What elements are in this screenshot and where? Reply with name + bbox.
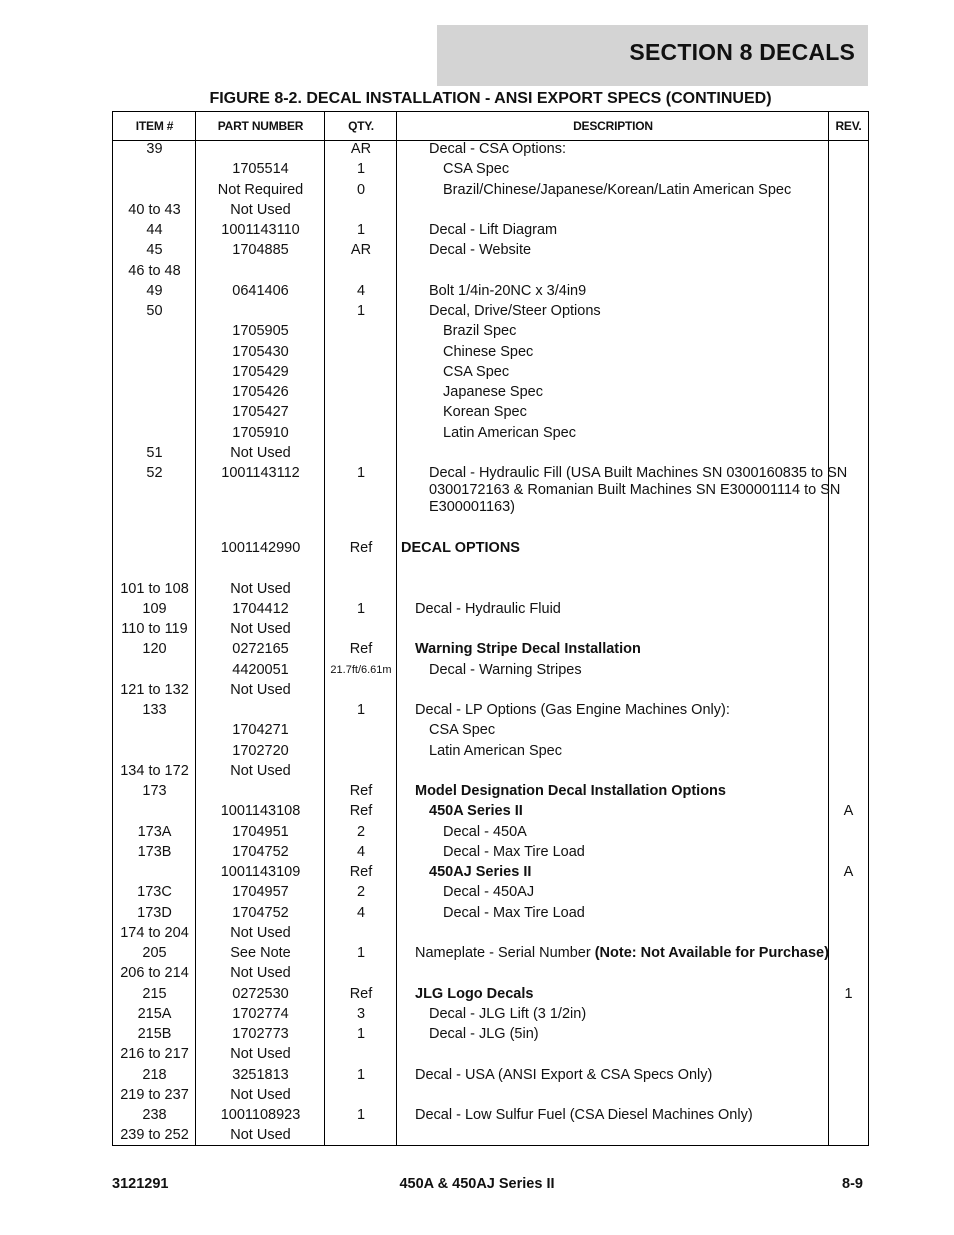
table-row [113, 722, 868, 742]
description [397, 945, 847, 962]
table-row [113, 303, 868, 323]
item-number: 45 [146, 242, 163, 259]
table-row [113, 404, 868, 424]
part-number: 1001143112 [221, 465, 300, 481]
parts-table [112, 111, 869, 1146]
description [397, 465, 861, 516]
item-number: 120 [142, 641, 167, 658]
description [397, 141, 861, 158]
description [397, 303, 861, 320]
table-row [113, 1046, 868, 1066]
part-number: Not Used [230, 1046, 291, 1063]
description [397, 905, 875, 922]
description-text: CSA Spec [443, 161, 510, 178]
quantity: AR [350, 242, 372, 259]
description [397, 1006, 861, 1023]
description [397, 344, 875, 361]
table-row [113, 945, 868, 965]
quantity: 1 [356, 600, 366, 617]
part-number: 1705514 [232, 161, 289, 178]
part-number: 1001142990 [220, 540, 301, 556]
description-text: Decal - 450A [443, 823, 527, 840]
part-number: 1704957 [232, 884, 289, 901]
description [397, 323, 875, 340]
table-row [113, 465, 868, 540]
item-number: 49 [146, 282, 163, 299]
description-text: Decal - Website [429, 242, 532, 259]
description-text: Brazil/Chinese/Japanese/Korean/Latin American Spec [443, 181, 792, 198]
part-number: 1705910 [232, 424, 289, 441]
table-row [113, 1127, 868, 1147]
description-text: Decal - Hydraulic Fluid [415, 600, 561, 617]
table-header [113, 112, 868, 141]
table-row [113, 884, 868, 904]
table-row [113, 540, 868, 560]
table-row [113, 864, 868, 884]
description [397, 986, 847, 1003]
quantity: AR [350, 141, 372, 157]
table-row [113, 986, 868, 1006]
item-number: 206 to 214 [120, 965, 189, 982]
quantity: 0 [356, 181, 366, 198]
footer-doc-number: 3121291 [112, 1176, 169, 1192]
description-text: Decal - USA (ANSI Export & CSA Specs Only) [415, 1066, 713, 1083]
footer-page-number: 8-9 [842, 1176, 863, 1192]
table-row [113, 364, 868, 384]
quantity: 1 [356, 161, 366, 178]
table-row [113, 824, 868, 844]
part-number: 1702774 [232, 1005, 289, 1022]
part-number: Not Used [230, 965, 291, 982]
quantity: 1 [356, 1107, 366, 1123]
quantity: Ref [349, 540, 373, 556]
table-row [113, 702, 868, 722]
part-number: 3251813 [232, 1066, 289, 1083]
table-row [113, 344, 868, 364]
part-number: 1704752 [232, 843, 289, 860]
column-header-part-number: PART NUMBER [217, 119, 304, 133]
item-number: 109 [142, 600, 167, 617]
part-number: Not Used [230, 762, 291, 779]
table-row [113, 601, 868, 621]
quantity: 1 [356, 465, 366, 481]
item-number: 173A [137, 823, 172, 840]
item-number: 173C [137, 884, 172, 901]
table-row [113, 844, 868, 864]
description-text: Model Designation Decal Installation Options [415, 783, 726, 799]
part-number: Not Used [230, 580, 291, 597]
item-number: 219 to 237 [120, 1086, 189, 1103]
description-text: Chinese Spec [443, 343, 534, 360]
part-number: Not Used [230, 201, 291, 218]
description-text: JLG Logo Decals [415, 985, 534, 1002]
table-row [113, 763, 868, 783]
description [397, 283, 861, 300]
item-number: 173 [142, 783, 167, 799]
description-text: Decal - JLG Lift (3 1/2in) [429, 1005, 587, 1022]
description [397, 222, 861, 239]
description-text: Decal - Hydraulic Fill (USA Built Machines SN 0300160835 to SN 0300172163 & Romanian Built Machines SN E300001114 to SN E300001163) [429, 465, 848, 515]
description-text: Decal - LP Options (Gas Engine Machines Only): [415, 702, 730, 718]
part-number: Not Used [230, 681, 291, 698]
description [397, 702, 847, 719]
description-text: Latin American Spec [443, 424, 576, 441]
description-text: Nameplate - Serial Number [415, 945, 595, 961]
part-number: 1001108923 [220, 1107, 301, 1123]
part-number: 0641406 [232, 282, 289, 299]
column-header-description: DESCRIPTION [573, 119, 653, 133]
table-row [113, 925, 868, 945]
description-text: CSA Spec [429, 722, 496, 739]
quantity: 2 [356, 884, 366, 901]
part-number: 1702720 [232, 742, 289, 759]
item-number: 40 to 43 [128, 201, 181, 218]
table-row [113, 803, 868, 823]
figure-title: FIGURE 8-2. DECAL INSTALLATION - ANSI EXPORT SPECS (CONTINUED) [209, 90, 772, 107]
table-body [113, 141, 868, 1148]
part-number: 1705905 [232, 323, 289, 340]
quantity: 4 [356, 843, 366, 860]
footer-model: 450A & 450AJ Series II [399, 1176, 555, 1192]
description [397, 884, 875, 901]
quantity: 4 [356, 282, 366, 299]
description-text: Decal - 450AJ [443, 884, 535, 901]
description-text: Latin American Spec [429, 742, 562, 759]
item-number: 110 to 119 [121, 621, 188, 637]
part-number: 1704951 [232, 823, 289, 840]
item-number: 173D [137, 904, 172, 921]
part-number: 1702773 [232, 1026, 289, 1042]
table-row [113, 1006, 868, 1026]
part-number: 0272530 [232, 985, 289, 1002]
description-text: Decal, Drive/Steer Options [429, 303, 601, 319]
table-row [113, 1107, 868, 1127]
item-number: 39 [146, 141, 163, 157]
part-number: 1704885 [232, 242, 289, 259]
description [397, 384, 875, 401]
quantity: Ref [349, 641, 373, 658]
description [397, 641, 847, 658]
revision: A [843, 803, 854, 820]
table-row [113, 283, 868, 303]
table-row [113, 1067, 868, 1087]
table-row [113, 161, 868, 181]
item-number: 173B [137, 843, 172, 860]
description-text: Decal - Max Tire Load [443, 843, 585, 860]
part-number: 1001143108 [220, 803, 301, 820]
part-number: Not Used [230, 444, 291, 461]
quantity: Ref [349, 783, 373, 799]
item-number: 218 [142, 1066, 167, 1083]
table-row [113, 182, 868, 202]
item-number: 134 to 172 [120, 762, 189, 779]
part-number: 1704271 [232, 722, 289, 739]
table-row [113, 445, 868, 465]
part-number: 4420051 [232, 661, 289, 678]
description [397, 722, 861, 739]
part-number: Not Used [230, 1086, 291, 1103]
description-text: Decal - Low Sulfur Fuel (CSA Diesel Machines Only) [415, 1107, 753, 1123]
quantity: 2 [356, 823, 366, 840]
description-text: Decal - Lift Diagram [429, 222, 558, 238]
description-text: Decal - Warning Stripes [429, 661, 582, 678]
description [397, 1067, 847, 1084]
table-row [113, 1087, 868, 1107]
table-row [113, 662, 868, 682]
quantity: 1 [356, 1066, 366, 1083]
description [397, 404, 875, 421]
quantity: 1 [356, 303, 366, 319]
item-number: 215 [142, 985, 167, 1002]
item-number: 101 to 108 [120, 580, 189, 597]
description [397, 161, 875, 178]
table-row [113, 682, 868, 702]
table-row [113, 1026, 868, 1046]
table-row [113, 621, 868, 641]
table-row [113, 425, 868, 445]
description [397, 1026, 861, 1043]
section-banner [437, 25, 868, 86]
table-row [113, 242, 868, 262]
part-number: Not Used [230, 1127, 291, 1144]
description [397, 364, 875, 381]
item-number: 238 [142, 1107, 167, 1123]
item-number: 216 to 217 [120, 1046, 189, 1063]
section-title: SECTION 8 DECALS [629, 39, 855, 65]
table-row [113, 560, 868, 580]
item-number: 174 to 204 [120, 924, 189, 941]
quantity: 21.7ft/6.61m [330, 663, 392, 676]
description [397, 540, 833, 557]
description-text: Warning Stripe Decal Installation [415, 641, 641, 658]
quantity: Ref [349, 803, 373, 820]
quantity: 4 [356, 904, 366, 921]
description-text: 450A Series II [429, 803, 523, 820]
description [397, 864, 861, 881]
table-row [113, 783, 868, 803]
quantity: 1 [356, 1026, 366, 1042]
description [397, 824, 875, 841]
quantity: 1 [356, 702, 366, 718]
description [397, 803, 861, 820]
column-header-rev: REV. [835, 119, 862, 133]
description [397, 1107, 847, 1124]
item-number: 46 to 48 [128, 262, 181, 279]
description-note: (Note: Not Available for Purchase) [594, 945, 829, 961]
description-text: DECAL OPTIONS [401, 540, 520, 556]
description [397, 601, 847, 618]
quantity: 3 [356, 1005, 366, 1022]
description-text: Decal - CSA Options: [429, 141, 566, 157]
part-number: 0272165 [232, 641, 289, 658]
description [397, 182, 875, 199]
description-text: Brazil Spec [443, 323, 517, 340]
table-row [113, 384, 868, 404]
item-number: 50 [146, 303, 163, 319]
part-number: Not Used [230, 621, 291, 637]
table-row [113, 743, 868, 763]
description-text: 450AJ Series II [429, 864, 532, 880]
revision: 1 [844, 985, 853, 1002]
part-number: 1705427 [232, 404, 289, 421]
table-row [113, 323, 868, 343]
description [397, 844, 875, 861]
part-number: 1705430 [232, 343, 289, 360]
table-row [113, 202, 868, 222]
table-row [113, 263, 868, 283]
description-text: CSA Spec [443, 363, 510, 380]
part-number: Not Used [230, 924, 291, 941]
item-number: 121 to 132 [120, 681, 189, 698]
item-number: 52 [146, 465, 163, 481]
description-text: Japanese Spec [443, 384, 543, 400]
item-number: 133 [142, 702, 167, 718]
description-text: Bolt 1/4in-20NC x 3/4in9 [429, 282, 587, 299]
table-row [113, 222, 868, 242]
item-number: 215A [137, 1005, 172, 1022]
part-number: See Note [230, 945, 291, 961]
item-number: 239 to 252 [120, 1127, 189, 1144]
column-header-qty: QTY. [348, 119, 374, 133]
revision: A [843, 864, 854, 880]
column-header-item: ITEM # [135, 119, 174, 133]
item-number: 205 [142, 945, 167, 961]
part-number: 1704752 [232, 904, 289, 921]
description [397, 662, 861, 679]
table-row [113, 581, 868, 601]
table-row [113, 965, 868, 985]
description-text: Korean Spec [443, 404, 527, 421]
quantity: Ref [349, 864, 373, 880]
description [397, 425, 875, 442]
part-number: 1001143110 [221, 222, 300, 238]
item-number: 44 [146, 222, 163, 238]
part-number: 1705426 [232, 384, 289, 400]
part-number: 1705429 [232, 363, 289, 380]
item-number: 51 [146, 444, 163, 461]
description-text: Decal - JLG (5in) [429, 1026, 539, 1042]
item-number: 215B [137, 1026, 172, 1042]
part-number: 1001143109 [220, 864, 301, 880]
table-row [113, 905, 868, 925]
description [397, 743, 861, 760]
table-row [113, 141, 868, 161]
quantity: 1 [356, 222, 366, 238]
description-text: Decal - Max Tire Load [443, 904, 585, 921]
part-number: Not Required [217, 181, 304, 198]
table-row [113, 641, 868, 661]
part-number: 1704412 [232, 600, 289, 617]
quantity: 1 [356, 945, 366, 961]
description [397, 242, 861, 259]
description [397, 783, 847, 800]
quantity: Ref [349, 985, 373, 1002]
